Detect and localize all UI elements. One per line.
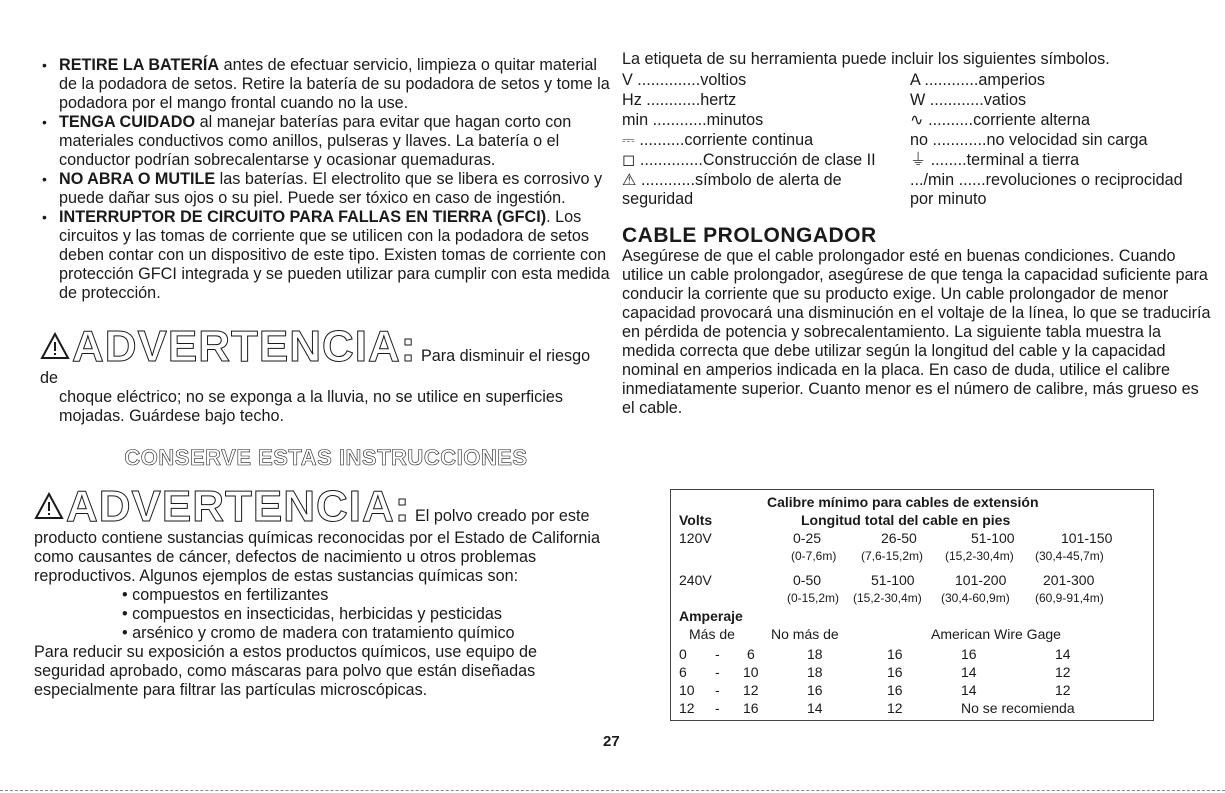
conserve-heading: CONSERVE ESTAS INSTRUCCIONES <box>124 445 528 470</box>
warning-text: choque eléctrico; no se exponga a la lluvia, no se utilice en superficies mojadas. Guárdese bajo techo. <box>59 388 563 425</box>
warning-triangle-icon <box>34 491 64 521</box>
safety-bullets <box>40 56 612 303</box>
symbol-alert: ⚠ ............símbolo de alerta de seguridad <box>622 171 842 208</box>
closing-text: Para reducir su exposición a estos productos químicos, use equipo de seguridad aprobado, como máscaras para polvo que están diseñadas especialmente para filtrar las partículas microscópicas. <box>34 643 537 699</box>
list-item: • compuestos en insecticidas, herbicidas y pesticidas <box>122 605 612 624</box>
symbol-volts: V ..............voltios <box>622 71 747 89</box>
not-recommended: No se recomienda <box>961 700 1075 716</box>
amperage-label: Amperaje <box>679 608 743 624</box>
warning-title: ADVERTENCIA: <box>66 482 411 531</box>
length-title: Longitud total del cable en pies <box>801 512 1011 528</box>
symbol-dc: ⎓ ..........corriente continua <box>622 131 814 149</box>
volts-label: Volts <box>679 512 713 528</box>
chemical-list <box>34 586 612 643</box>
bottom-divider <box>0 790 1225 791</box>
warning-text: producto contiene sustancias químicas reconocidas por el Estado de California como causantes de cáncer, defectos de nacimiento u otros problemas reproductivos. Algunos ejemplos de estas sustancias químicas son: <box>34 529 600 585</box>
earth-terminal-icon: ⏚ <box>910 151 927 169</box>
warning-title: ADVERTENCIA: <box>72 322 417 371</box>
ac-icon: ∿ <box>910 111 924 129</box>
symbol-earth: ⏚ ........terminal a tierra <box>910 151 1080 169</box>
warning-dust: ADVERTENCIA: El polvo creado por este producto contiene sustancias químicas reconocidas por el Estado de California como causantes de cáncer, defectos de nacimiento u otros problemas reproductivos. Algunos ejemplos de estas sustancias químicas son: • compuestos en fertilizantes • compuestos en insecticidas, herbicidas y pesticidas • arsénico y cromo de madera con tratamiento químico Para reducir su exposición a estos productos químicos, use equipo de seguridad aprobado, como máscaras para polvo que están diseñadas especialmente para filtrar las partículas microscópicas. <box>34 485 612 700</box>
dc-icon: ⎓ <box>622 131 635 149</box>
symbol-no-load: no ............no velocidad sin carga <box>910 131 1148 149</box>
list-item: • arsénico y cromo de madera con tratamiento químico <box>122 624 612 643</box>
symbol-minutes: min ............minutos <box>622 111 764 129</box>
right-column <box>622 50 1212 418</box>
warning-triangle-icon <box>40 331 70 361</box>
bullet-gfci: • INTERRUPTOR DE CIRCUITO PARA FALLAS EN TIERRA (GFCI). Los circuitos y las tomas de corriente que se utilicen con la podadora de setos deben contar con un dispositivo de este tipo. Existen tomas de corriente con protección GFCI integrada y se pueden utilizar para cumplir con esta medida de protección. <box>40 208 612 303</box>
page-number: 27 <box>603 733 620 750</box>
left-column <box>34 56 612 700</box>
class-ii-icon: ◻ <box>622 151 636 169</box>
symbol-ac: ∿ ..........corriente alterna <box>910 111 1091 129</box>
bullet-do-not-open: • NO ABRA O MUTILE las baterías. El electrolito que se libera es corrosivo y puede dañar sus ojos o su piel. Puede ser tóxico en caso de ingestión. <box>40 170 612 208</box>
symbol-amps: A ............amperios <box>910 71 1045 89</box>
cable-text: Asegúrese de que el cable prolongador esté en buenas condiciones. Cuando utilice un cable prolongador, asegúrese de que tenga la capacidad suficiente para conducir la corriente que su producto exige. Un cable prolongador de menor capacidad provocará una disminución en el voltaje de la línea, lo que se traduciría en pérdida de potencia y sobrecalentamiento. La siguiente tabla muestra la medida correcta que debe utilizar según la longitud del cable y la capacidad nominal en amperios indicada en la placa. En caso de duda, utilice el calibre inmediatamente superior. Cuanto menor es el número de calibre, más grueso es el cable. <box>622 247 1211 417</box>
symbol-rpm: .../min ......revoluciones o reciprocidad por minuto <box>910 171 1183 208</box>
symbols-grid <box>622 71 1212 209</box>
list-item: • compuestos en fertilizantes <box>122 586 612 605</box>
extension-cord-table: Calibre mínimo para cables de extensión Volts Longitud total del cable en pies 120V 0-25 26-50 51-100 101-150 (0-7,6m) (7,6-15,2m) (15,2-30,4m) (30,4-45,7m) 240V 0-50 51-100 101-200 201-300 (0-15,2m) (15,2-30,4m) (30,4-60,9m) (60,9-91,4m) Amperaje Más de No más de American Wire Gage 0 - 6 18 16 16 14 6 - 10 18 16 14 12 10 - 12 16 16 14 12 12 - 16 14 12 No se recomienda <box>670 489 1154 721</box>
alert-triangle-icon: ⚠ <box>622 171 637 189</box>
symbols-intro: La etiqueta de su herramienta puede incluir los siguientes símbolos. <box>622 50 1110 68</box>
symbol-watts: W ............vatios <box>910 91 1027 109</box>
bullet-careful: • TENGA CUIDADO al manejar baterías para evitar que hagan corto con materiales conductivos como anillos, pulseras y llaves. La batería o el conductor podrían sobrecalentarse y ocasionar quemaduras. <box>40 113 612 170</box>
symbol-class-ii: ◻ ..............Construcción de clase II <box>622 151 876 169</box>
table-title: Calibre mínimo para cables de extensión <box>767 494 1039 510</box>
bullet-remove-battery: • RETIRE LA BATERÍA antes de efectuar servicio, limpieza o quitar material de la podadora de setos. Retire la batería de su podadora de setos y tome la podadora por el mango frontal cuando no la use. <box>40 56 612 113</box>
symbol-hertz: Hz ............hertz <box>622 91 737 109</box>
warning-electric: ADVERTENCIA: Para disminuir el riesgo de choque eléctrico; no se exponga a la lluvia, no se utilice en superficies mojadas. Guárdese bajo techo. <box>40 325 612 426</box>
cable-heading: CABLE PROLONGADOR <box>622 224 877 247</box>
